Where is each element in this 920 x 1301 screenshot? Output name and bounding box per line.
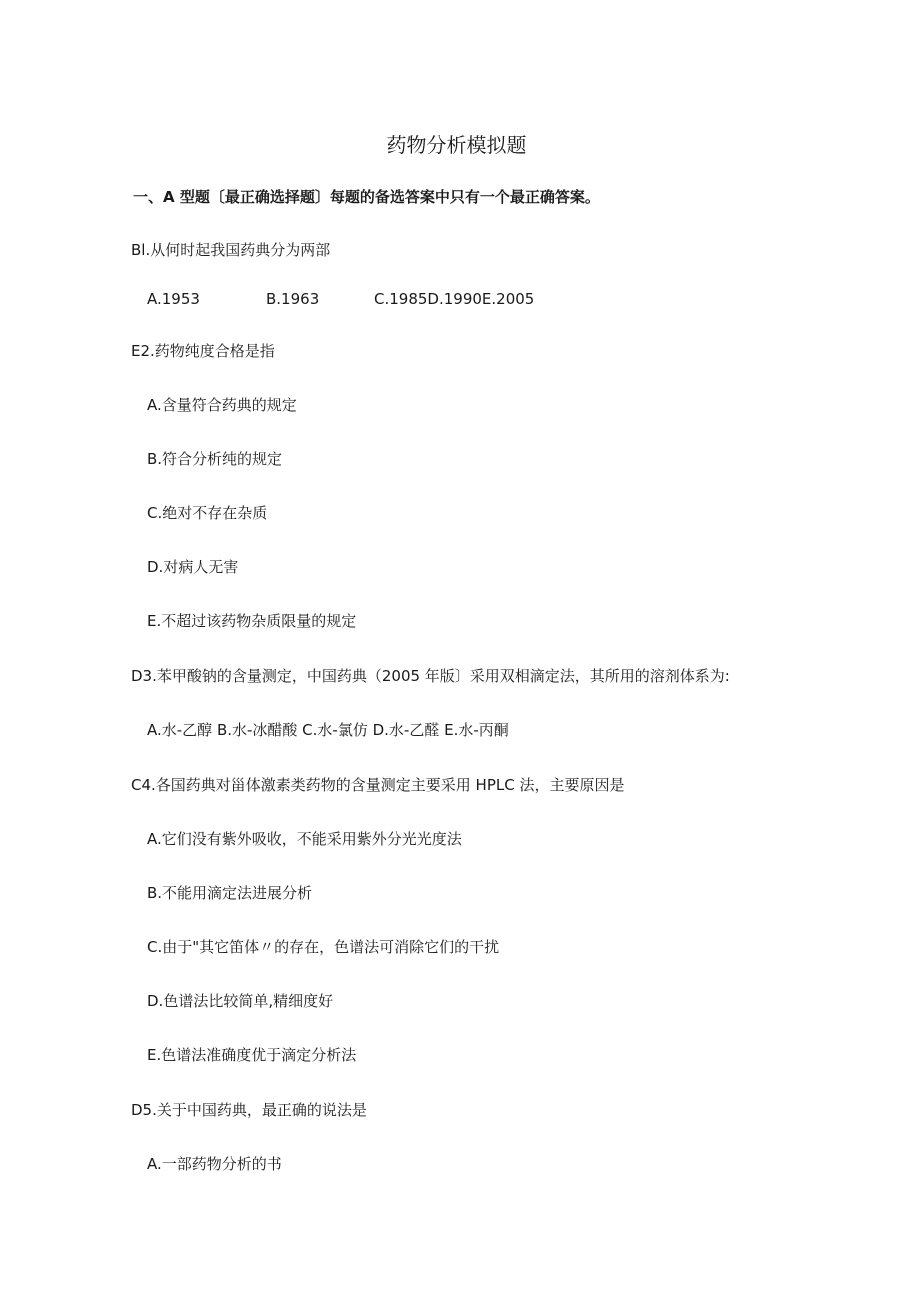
question-2-option-e: E.不超过该药物杂质限量的规定 <box>147 612 357 630</box>
question-4-option-d: D.色谱法比较简单,精细度好 <box>147 992 334 1010</box>
question-2-option-a: A.含量符合药典的规定 <box>147 396 297 414</box>
document-title: 药物分析模拟题 <box>386 133 527 157</box>
question-1-stem: Bl.从何时起我国药典分为两部 <box>131 241 331 259</box>
question-4-option-a: A.它们没有紫外吸收，不能采用紫外分光光度法 <box>147 830 462 848</box>
question-3-stem: D3.苯甲酸钠的含量测定，中国药典（2005 年版〕采用双相滴定法，其所用的溶剂体系为: <box>131 667 730 685</box>
question-4-stem: C4.各国药典对甾体激素类药物的含量测定主要采用 HPLC 法，主要原因是 <box>131 776 625 794</box>
section-heading: 一、A 型题〔最正确选择题〕每题的备选答案中只有一个最正确答案。 <box>133 188 600 206</box>
question-5-stem: D5.关于中国药典，最正确的说法是 <box>131 1101 367 1119</box>
question-2-option-b: B.符合分析纯的规定 <box>147 450 283 468</box>
question-5-option-a: A.一部药物分析的书 <box>147 1155 282 1173</box>
question-2-option-d: D.对病人无害 <box>147 558 239 576</box>
question-4-option-b: B.不能用滴定法进展分析 <box>147 884 313 902</box>
question-4-option-c: C.由于"其它笛体〃的存在，色谱法可消除它们的干扰 <box>147 938 500 956</box>
question-1-option-b: B.1963 <box>266 290 320 308</box>
question-4-option-e: E.色谱法准确度优于滴定分析法 <box>147 1046 357 1064</box>
question-1-options <box>147 289 534 309</box>
question-1-option-a: A.1953 <box>147 290 200 308</box>
question-1-option-cde: C.1985D.1990E.2005 <box>374 290 535 308</box>
question-2-stem: E2.药物纯度合格是指 <box>131 342 275 360</box>
question-2-option-c: C.绝对不存在杂质 <box>147 504 268 522</box>
question-3-options: A.水-乙醇 B.水-冰醋酸 C.水-氯仿 D.水-乙醛 E.水-丙酮 <box>147 721 509 739</box>
